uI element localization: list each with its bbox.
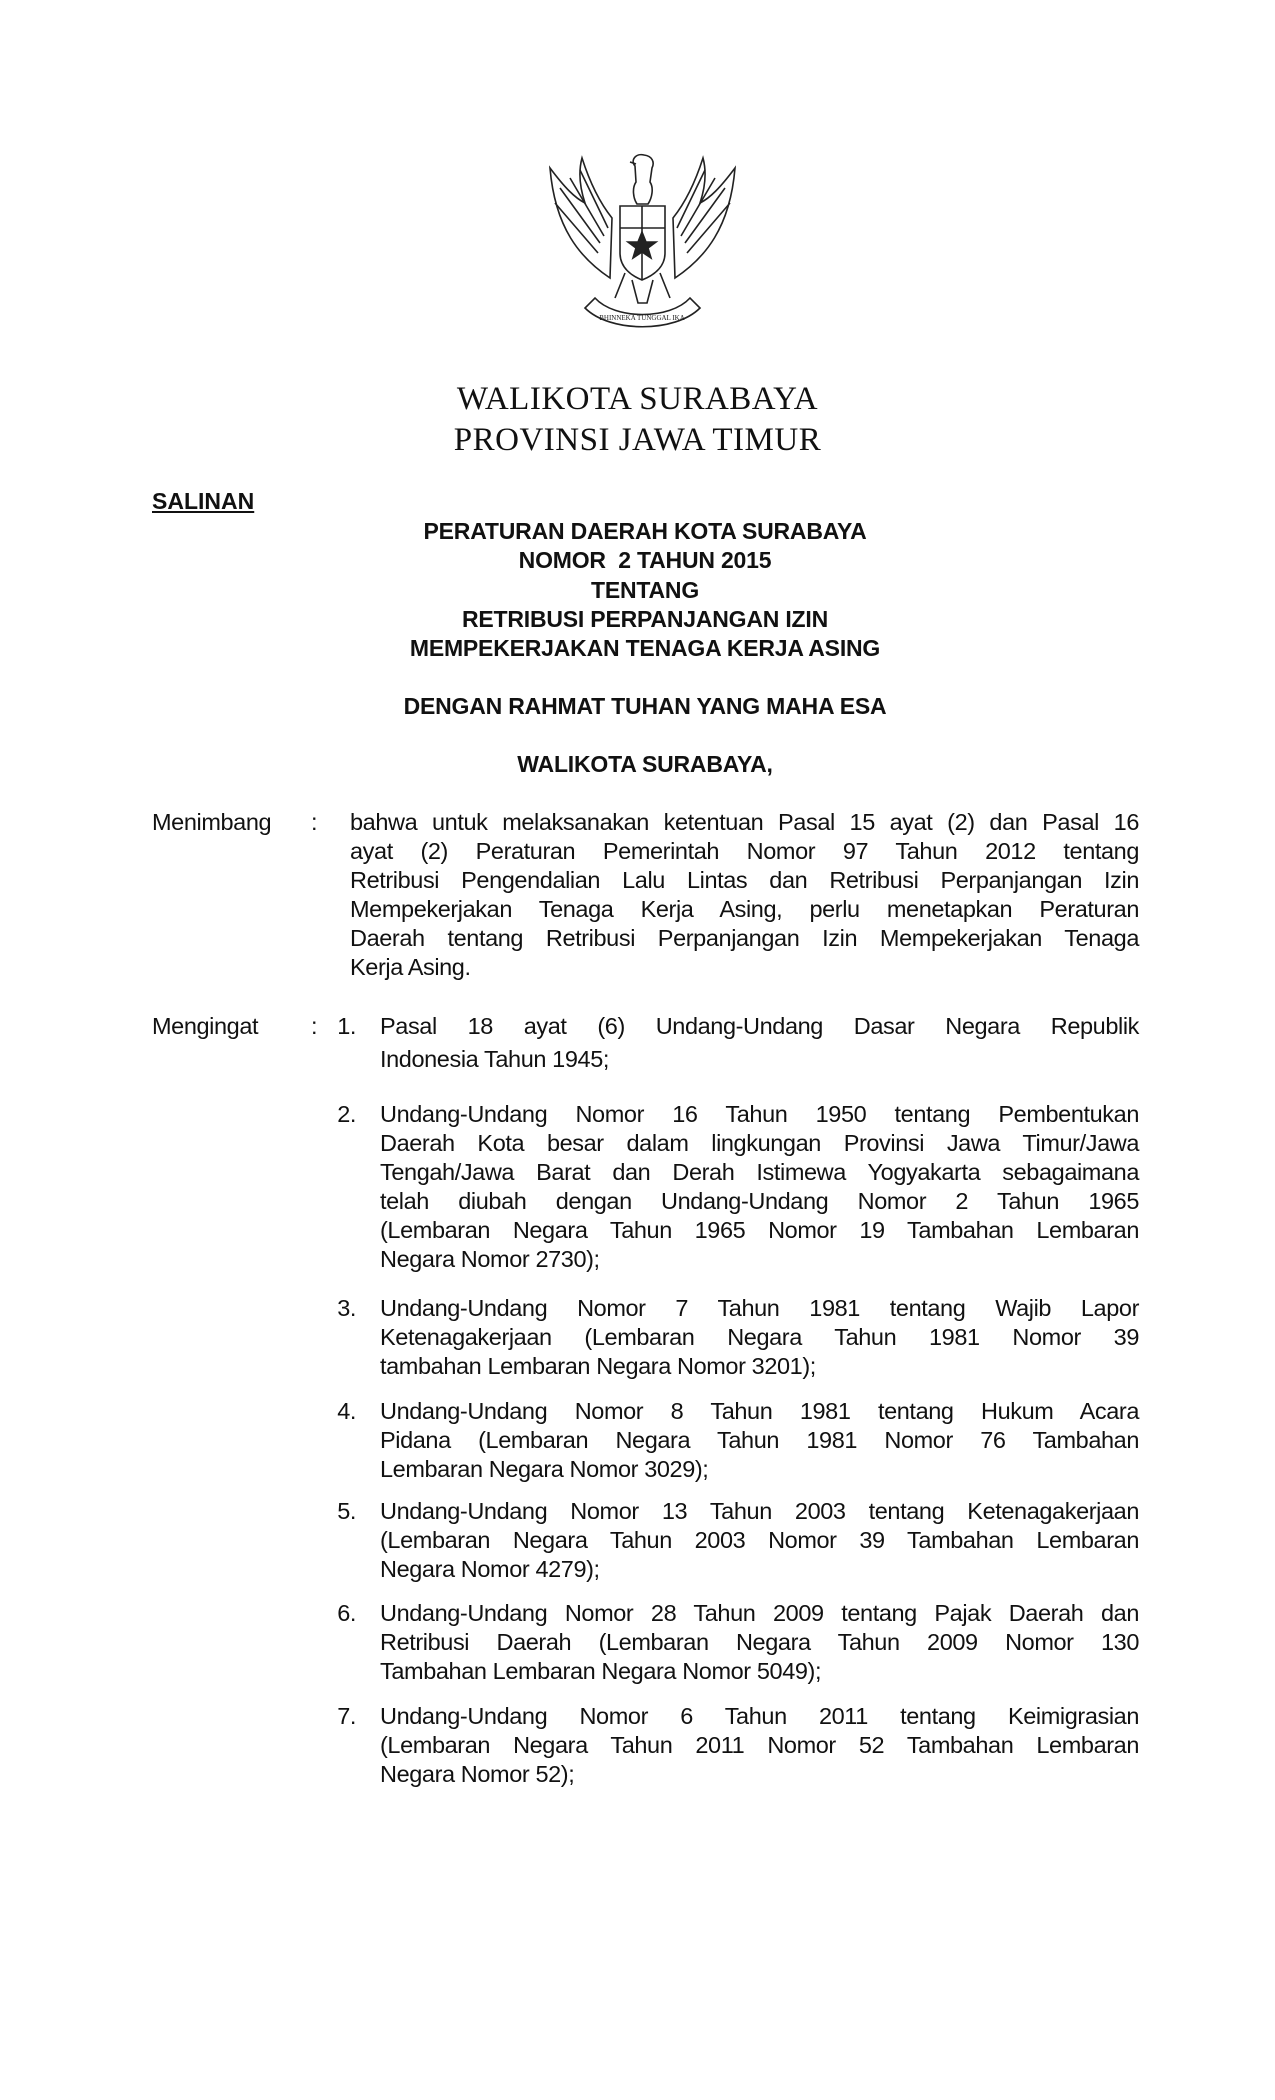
mengingat-item-1 [380, 1012, 1139, 1074]
garuda-pancasila-emblem [540, 148, 745, 336]
text-line: Mempekerjakan Tenaga Kerja Asing, perlu menetapkan Peraturan [350, 896, 1139, 922]
mengingat-colon: : [311, 1013, 318, 1039]
mengingat-item-6 [380, 1599, 1139, 1686]
menimbang-text [350, 808, 1139, 982]
salinan-label: SALINAN [152, 488, 255, 514]
menimbang-colon: : [311, 809, 318, 835]
text-line: Negara Nomor 4279); [380, 1556, 600, 1582]
text-line: tambahan Lembaran Negara Nomor 3201); [380, 1353, 816, 1379]
heading-line: NOMOR 2 TAHUN 2015 [518, 547, 772, 574]
mengingat-item-3 [380, 1294, 1139, 1381]
menimbang-label: Menimbang [152, 809, 272, 835]
heading-line: RETRIBUSI PERPANJANGAN IZIN [461, 605, 829, 632]
text-line: (Lembaran Negara Tahun 2011 Nomor 52 Tambahan Lembaran [380, 1732, 1139, 1758]
mengingat-item-4 [380, 1397, 1139, 1484]
mayor-title: WALIKOTA SURABAYA, [517, 751, 773, 777]
svg-text:BHINNEKA TUNGGAL IKA: BHINNEKA TUNGGAL IKA [599, 314, 685, 322]
text-line: Undang-Undang Nomor 6 Tahun 2011 tentang Keimigrasian [380, 1703, 1139, 1729]
item-number: 6. [337, 1600, 356, 1626]
text-line: Tengah/Jawa Barat dan Derah Istimewa Yogyakarta sebagaimana [380, 1159, 1139, 1185]
text-line: Tambahan Lembaran Negara Nomor 5049); [380, 1658, 822, 1684]
text-line: Lembaran Negara Nomor 3029); [380, 1456, 709, 1482]
text-line: Negara Nomor 2730); [380, 1246, 600, 1272]
text-line: Pidana (Lembaran Negara Tahun 1981 Nomor 76 Tambahan [380, 1427, 1139, 1453]
text-line: Retribusi Daerah (Lembaran Negara Tahun 2009 Nomor 130 [380, 1629, 1139, 1655]
item-number: 1. [337, 1013, 356, 1039]
heading-line: TENTANG [590, 576, 700, 603]
text-line: Undang-Undang Nomor 28 Tahun 2009 tentang Pajak Daerah dan [380, 1600, 1139, 1626]
item-number: 3. [337, 1295, 356, 1321]
mengingat-item-5 [380, 1497, 1139, 1584]
mengingat-item-7 [380, 1702, 1139, 1789]
text-line: Negara Nomor 52); [380, 1761, 575, 1787]
item-number: 5. [337, 1498, 356, 1524]
text-line: telah diubah dengan Undang-Undang Nomor 2 Tahun 1965 [380, 1188, 1139, 1214]
mengingat-item-2 [380, 1100, 1139, 1274]
text-line: Undang-Undang Nomor 8 Tahun 1981 tentang Hukum Acara [380, 1398, 1139, 1424]
text-line: Indonesia Tahun 1945; [380, 1046, 609, 1072]
item-number: 7. [337, 1703, 356, 1729]
mengingat-label: Mengingat [152, 1013, 259, 1039]
text-line: Pasal 18 ayat (6) Undang-Undang Dasar Negara Republik [380, 1013, 1139, 1039]
text-line: Daerah Kota besar dalam lingkungan Provinsi Jawa Timur/Jawa [380, 1130, 1139, 1156]
text-line: ayat (2) Peraturan Pemerintah Nomor 97 Tahun 2012 tentang [350, 838, 1139, 864]
text-line: (Lembaran Negara Tahun 2003 Nomor 39 Tambahan Lembaran [380, 1527, 1139, 1553]
regulation-heading [240, 517, 1050, 663]
title-line1: WALIKOTA SURABAYA [456, 381, 819, 417]
title-line2: PROVINSI JAWA TIMUR [453, 422, 822, 458]
text-line: Undang-Undang Nomor 13 Tahun 2003 tentang Ketenagakerjaan [380, 1498, 1139, 1524]
item-number: 4. [337, 1398, 356, 1424]
text-line: Undang-Undang Nomor 7 Tahun 1981 tentang Wajib Lapor [380, 1295, 1139, 1321]
text-line: Kerja Asing. [350, 954, 471, 980]
invocation: DENGAN RAHMAT TUHAN YANG MAHA ESA [403, 693, 887, 719]
text-line: Daerah tentang Retribusi Perpanjangan Izin Mempekerjakan Tenaga [350, 925, 1139, 951]
text-line: Undang-Undang Nomor 16 Tahun 1950 tentang Pembentukan [380, 1101, 1139, 1127]
item-number: 2. [337, 1101, 356, 1127]
text-line: Retribusi Pengendalian Lalu Lintas dan Retribusi Perpanjangan Izin [350, 867, 1139, 893]
text-line: (Lembaran Negara Tahun 1965 Nomor 19 Tambahan Lembaran [380, 1217, 1139, 1243]
heading-line: PERATURAN DAERAH KOTA SURABAYA [423, 518, 867, 544]
text-line: Ketenagakerjaan (Lembaran Negara Tahun 1981 Nomor 39 [380, 1324, 1139, 1350]
text-line: bahwa untuk melaksanakan ketentuan Pasal 15 ayat (2) dan Pasal 16 [350, 809, 1139, 835]
heading-line: MEMPEKERJAKAN TENAGA KERJA ASING [409, 635, 881, 662]
